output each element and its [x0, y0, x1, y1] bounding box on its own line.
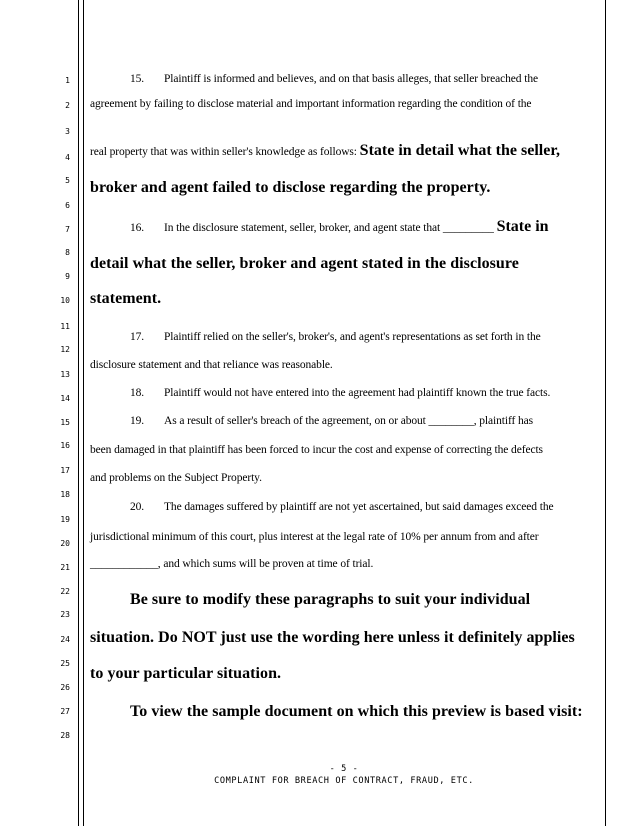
line-number: 1	[65, 76, 70, 85]
paragraph-20-line-3: ____________, and which sums will be proven at time of trial.	[90, 558, 374, 570]
line-number: 7	[65, 225, 70, 234]
paragraph-number: 18.	[130, 387, 145, 399]
paragraph-15-line-4: broker and agent failed to disclose regarding the property.	[90, 179, 491, 196]
paragraph-15-line-3	[90, 144, 560, 159]
line-number: 10	[60, 296, 70, 305]
line-number: 11	[60, 322, 70, 331]
line-number: 2	[65, 101, 70, 110]
paragraph-text: In the disclosure statement, seller, broker, and agent state that _________	[164, 222, 497, 234]
line-number: 27	[60, 707, 70, 716]
line-number: 18	[60, 490, 70, 499]
line-number: 8	[65, 248, 70, 257]
paragraph-20-line-1	[130, 500, 553, 514]
line-number: 28	[60, 731, 70, 740]
line-number: 3	[65, 127, 70, 136]
paragraph-number: 20.	[130, 501, 145, 513]
line-number: 24	[60, 635, 70, 644]
line-number: 5	[65, 176, 70, 185]
paragraph-text: As a result of seller's breach of the agreement, on or about ________, plaintiff has	[164, 415, 534, 427]
paragraph-15-line-2: agreement by failing to disclose material and important information regarding the condition of the	[90, 98, 532, 110]
paragraph-text: Plaintiff would not have entered into the agreement had plaintiff known the true facts.	[164, 387, 551, 399]
paragraph-text: The damages suffered by plaintiff are not yet ascertained, but said damages exceed the	[164, 501, 554, 513]
paragraph-16-line-2: detail what the seller, broker and agent stated in the disclosure	[90, 255, 519, 272]
paragraph-20-line-2: jurisdictional minimum of this court, plus interest at the legal rate of 10% per annum from and after	[90, 531, 539, 543]
paragraph-17-line-2: disclosure statement and that reliance was reasonable.	[90, 359, 333, 371]
footer-page-number: - 5 -	[329, 764, 359, 774]
paragraph-text: Plaintiff is informed and believes, and on that basis alleges, that seller breached the	[164, 73, 538, 85]
note-modify-line-3: to your particular situation.	[90, 665, 282, 682]
paragraph-16-line-1	[130, 220, 549, 235]
paragraph-19-line-1	[130, 414, 533, 428]
paragraph-18-line-1	[130, 386, 550, 400]
paragraph-17-line-1	[130, 330, 541, 344]
left-margin-rule-outer	[78, 0, 79, 826]
line-number: 4	[65, 153, 70, 162]
instruction-bold-text: State in detail what the seller,	[359, 142, 560, 159]
instruction-bold-text: State in	[496, 218, 549, 235]
line-number: 13	[60, 370, 70, 379]
line-number: 20	[60, 539, 70, 548]
line-number: 26	[60, 683, 70, 692]
paragraph-19-line-3: and problems on the Subject Property.	[90, 472, 262, 484]
line-number: 6	[65, 201, 70, 210]
footer-document-title: COMPLAINT FOR BREACH OF CONTRACT, FRAUD, ETC.	[214, 776, 474, 786]
paragraph-15-line-1	[130, 72, 538, 86]
paragraph-text: real property that was within seller's knowledge as follows:	[90, 146, 360, 158]
line-number: 9	[65, 272, 70, 281]
line-number: 17	[60, 466, 70, 475]
line-number: 16	[60, 441, 70, 450]
paragraph-text: Plaintiff relied on the seller's, broker's, and agent's representations as set forth in the	[164, 331, 541, 343]
line-number: 15	[60, 418, 70, 427]
paragraph-number: 19.	[130, 415, 145, 427]
line-number: 25	[60, 659, 70, 668]
line-number: 12	[60, 345, 70, 354]
line-number: 22	[60, 587, 70, 596]
paragraph-number: 15.	[130, 73, 145, 85]
note-modify-line-2: situation. Do NOT just use the wording here unless it definitely applies	[90, 629, 575, 646]
left-margin-rule-inner	[83, 0, 84, 826]
paragraph-number: 16.	[130, 222, 145, 234]
paragraph-number: 17.	[130, 331, 145, 343]
paragraph-19-line-2: been damaged in that plaintiff has been forced to incur the cost and expense of correcting the defects	[90, 444, 543, 456]
right-margin-rule	[605, 0, 606, 826]
line-number: 21	[60, 563, 70, 572]
line-number: 19	[60, 515, 70, 524]
line-number: 14	[60, 394, 70, 403]
note-view-sample: To view the sample document on which this preview is based visit:	[130, 703, 583, 720]
line-number: 23	[60, 610, 70, 619]
paragraph-16-line-3: statement.	[90, 290, 162, 307]
note-modify-line-1: Be sure to modify these paragraphs to suit your individual	[130, 591, 531, 608]
